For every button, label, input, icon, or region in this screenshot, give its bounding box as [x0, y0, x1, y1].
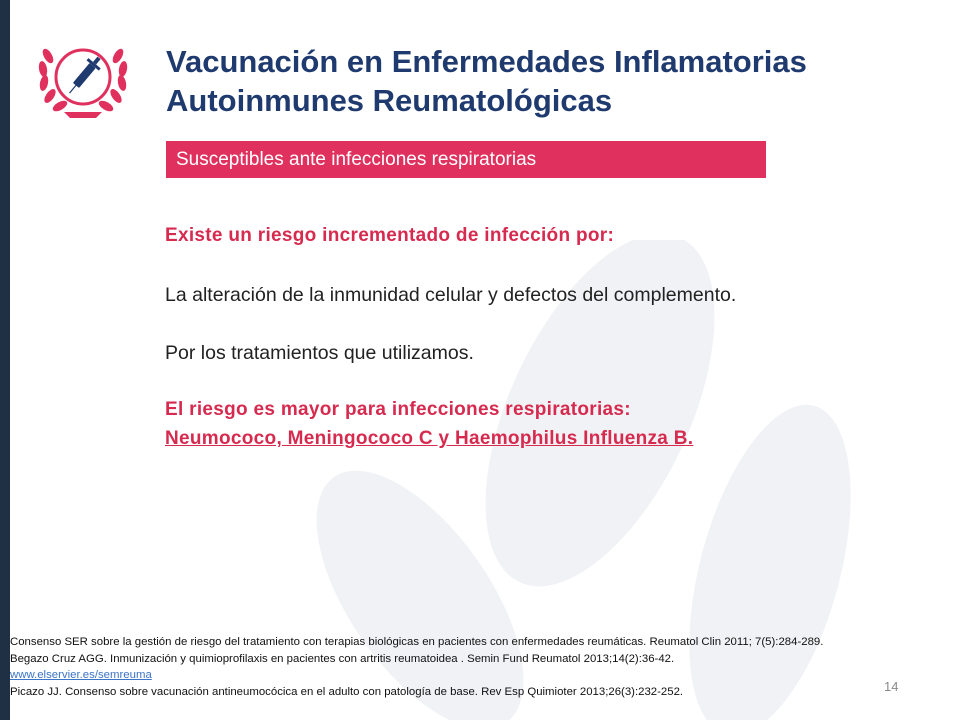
- title-line-1: Vacunación en Enfermedades Inflamatorias: [166, 44, 807, 79]
- reference-1: Consenso SER sobre la gestión de riesgo del tratamiento con terapias biológicas en pacientes con enfermedades reumáticas. Reumatol Clin 2011; 7(5):284-289.: [10, 636, 824, 648]
- body-point-1: La alteración de la inmunidad celular y defectos del complemento.: [165, 284, 737, 306]
- body-emphasis: El riesgo es mayor para infecciones respiratorias:: [165, 399, 631, 420]
- left-accent-bar: [0, 0, 10, 720]
- page-title: [166, 42, 946, 120]
- subtitle-banner: [166, 141, 766, 178]
- pathogen-list: Neumococo, Meningococo C y Haemophilus Influenza B.: [165, 428, 694, 449]
- reference-3: Picazo JJ. Consenso sobre vacunación antineumocócica en el adulto con patología de base. Rev Esp Quimioter 2013;26(3):232-252.: [10, 685, 684, 698]
- subtitle-text: Susceptibles ante infecciones respiratorias: [176, 149, 537, 170]
- body-point-2: Por los tratamientos que utilizamos.: [165, 342, 474, 364]
- syringe-laurel-icon: [34, 36, 132, 118]
- body-heading: Existe un riesgo incrementado de infección por:: [165, 225, 615, 246]
- reference-2: Begazo Cruz AGG. Inmunización y quimioprofilaxis en pacientes con artritis reumatoidea . Semin Fund Reumatol 2013;14(2):36-42.: [10, 652, 675, 665]
- reference-link[interactable]: www.elservier.es/semreuma: [10, 669, 152, 682]
- title-line-2: Autoinmunes Reumatológicas: [166, 83, 613, 118]
- references: [10, 634, 890, 700]
- page-number: 14: [884, 679, 899, 694]
